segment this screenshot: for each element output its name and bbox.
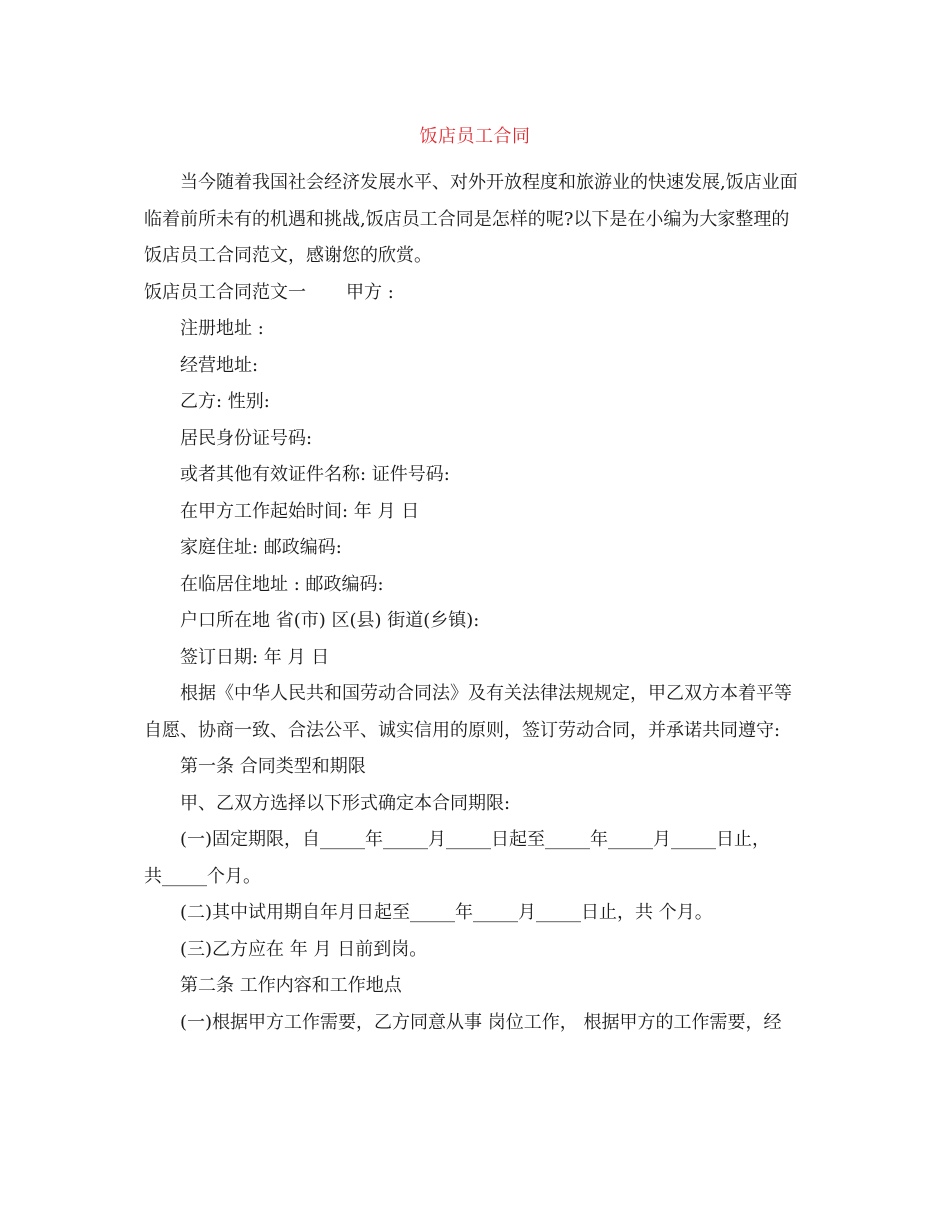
article-1-item-3: (三)乙方应在 年 月 日前到岗。	[180, 938, 428, 960]
field-business-address: 经营地址:	[180, 354, 259, 376]
article-1-item-2: (二)其中试用期自年月日起至_____年_____月_____日止，共 个月。	[180, 902, 713, 923]
article-1-intro: 甲、乙双方选择以下形式确定本合同期限:	[180, 792, 511, 814]
field-signing-date: 签订日期: 年 月 日	[180, 646, 330, 668]
field-start-date: 在甲方工作起始时间: 年 月 日	[180, 500, 420, 522]
article-1-title: 第一条 合同类型和期限	[180, 756, 366, 777]
field-party-b-gender: 乙方: 性别:	[180, 391, 270, 412]
field-id-number: 居民身份证号码:	[180, 427, 313, 449]
field-home-address: 家庭住址: 邮政编码:	[180, 537, 342, 558]
document-title: 饭店员工合同	[419, 126, 531, 147]
party-a-label: 甲方 :	[346, 281, 394, 303]
article-2-item-1: (一)根据甲方工作需要，乙方同意从事 岗位工作， 根据甲方的工作需要，经	[180, 1011, 782, 1033]
field-other-certificate: 或者其他有效证件名称: 证件号码:	[180, 464, 450, 485]
sample-heading-line	[144, 275, 806, 312]
article-1-item-1-line-1: (一)固定期限，自_____年_____月_____日起至_____年_____月_____日止，	[180, 829, 771, 850]
field-temporary-address: 在临居住地址 : 邮政编码:	[180, 573, 384, 595]
field-registered-address: 注册地址 :	[180, 318, 264, 339]
document-body	[144, 165, 806, 1041]
article-2-title: 第二条 工作内容和工作地点	[180, 975, 402, 996]
field-household-registration: 户口所在地 省(市) 区(县) 街道(乡镇):	[180, 610, 480, 631]
article-1-item-1-line-2: 共_____个月。	[144, 865, 261, 887]
legal-basis-paragraph: 根据《中华人民共和国劳动合同法》及有关法律法规规定，甲乙双方本着平等自愿、协商一致、合法公平、诚实信用的原则，签订劳动合同，并承诺共同遵守:	[144, 683, 792, 741]
intro-paragraph: 当今随着我国社会经济发展水平、对外开放程度和旅游业的快速发展,饭店业面临着前所未有的机遇和挑战,饭店员工合同是怎样的呢?以下是在小编为大家整理的饭店员工合同范文，感谢您的欣赏。	[144, 172, 798, 266]
sample-heading: 饭店员工合同范文一	[144, 281, 306, 303]
